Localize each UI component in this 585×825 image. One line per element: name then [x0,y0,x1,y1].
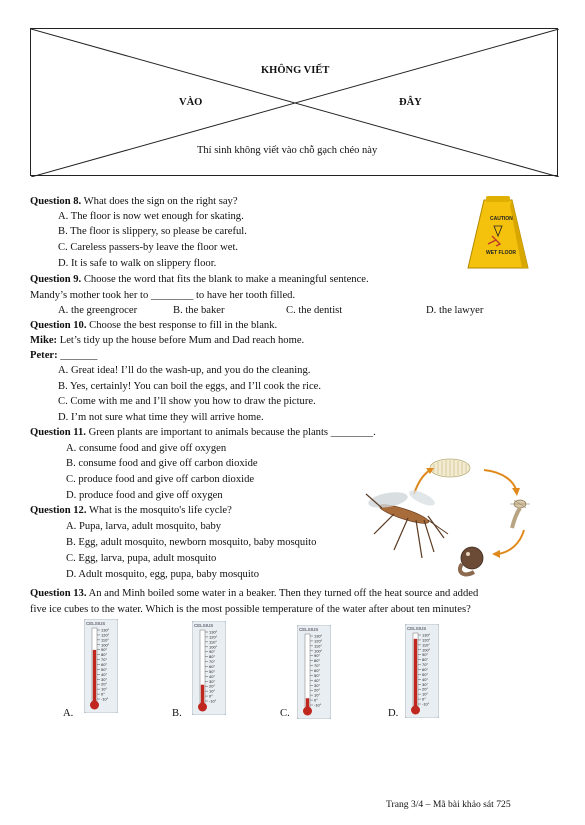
q10-option-a[interactable]: A. Great idea! I’ll do the wash-up, and you do the cleaning. [58,365,311,376]
scale-tick-label: 40° [101,671,108,677]
scale-tick-label: 30° [209,678,216,684]
q11-option-b[interactable]: B. consume food and give off carbon dioxide [66,458,258,469]
scale-tick-label: 130° [314,633,323,639]
mercury-level [414,639,417,706]
scale-tick-label: 20° [209,683,216,689]
q9-stem: Question 9. Choose the word that fits the blank to make a meaningful sentence. [30,274,369,285]
q8-option-b[interactable]: B. The floor is slippery, so please be careful. [58,226,247,237]
adult-mosquito-icon [366,488,448,558]
scale-tick-label: 110° [209,639,217,645]
scale-tick-label: 60° [314,668,321,673]
thermometer-bulb [303,707,312,716]
q9-sentence: Mandy’s mother took her to ________ to have her tooth filled. [30,290,296,301]
q8-option-c[interactable]: C. Careless passers-by leave the floor wet. [58,242,239,253]
box-note: Thí sinh không viết vào chỗ gạch chéo này [197,145,378,156]
scale-tick-label: -10° [422,701,430,707]
cycle-arrow-3 [414,470,430,494]
scale-tick-label: 60° [209,664,216,669]
scale-tick-label: 100° [422,647,431,653]
box-top-text: KHÔNG VIẾT [261,65,330,76]
q13-stem-line1: Question 13. An and Minh boiled some water in a beaker. Then they turned off the heat source and added [30,588,479,599]
box-left-text: VÀO [179,97,203,108]
scale-tick-label: 0° [101,691,105,697]
scale-tick-label: 120° [101,632,110,638]
scale-tick-label: 40° [422,676,429,682]
q9-option-d[interactable]: D. the lawyer [426,305,484,316]
thermometer-c [297,625,331,719]
scale-tick-label: 70° [101,657,108,663]
q13-option-d-letter[interactable]: D. [388,708,399,719]
scale-tick-label: 110° [422,642,430,648]
thermometer-bulb [411,706,420,715]
sign-wet-text: WET FLOOR [486,250,516,256]
page-footer: Trang 3/4 – Mã bài khảo sát 725 [386,799,511,810]
scale-tick-label: 60° [101,662,108,667]
scale-tick-label: 100° [209,644,218,650]
scale-tick-label: 110° [314,643,322,649]
q10-mike-line: Mike: Let’s tidy up the house before Mum and Dad reach home. [30,335,305,346]
celsius-label: CELSIUS [194,623,214,628]
celsius-label: CELSIUS [299,627,319,632]
q9-option-a[interactable]: A. the greengrocer [58,305,138,316]
egg-raft-icon [430,459,470,477]
thermometer-b [192,621,226,715]
box-right-text: ĐÂY [399,97,422,108]
scale-tick-label: 50° [101,666,108,672]
wet-floor-sign-image [466,196,530,272]
cycle-arrow-2 [498,530,524,554]
scale-tick-label: 90° [101,647,108,653]
scale-tick-label: 90° [314,653,321,659]
scale-tick-label: 120° [209,634,218,640]
q12-stem: Question 12. What is the mosquito's life cycle? [30,505,232,516]
sign-caution-text: CAUTION [490,216,513,222]
pupa-icon [460,547,483,574]
scale-tick-label: 130° [101,627,110,633]
q13-option-a-letter[interactable]: A. [63,708,74,719]
scale-tick-label: 80° [209,654,216,660]
q11-option-d[interactable]: D. produce food and give off oxygen [66,490,223,501]
scale-tick-label: 110° [101,637,109,643]
q13-option-c-letter[interactable]: C. [280,708,290,719]
scale-tick-label: 30° [422,681,429,687]
scale-tick-label: 80° [101,652,108,658]
scale-tick-label: 90° [209,649,216,655]
thermometer-d [405,624,439,718]
q12-option-a[interactable]: A. Pupa, larva, adult mosquito, baby [66,521,222,532]
q10-option-b[interactable]: B. Yes, certainly! You can boil the eggs, and I’ll cook the rice. [58,381,322,392]
scale-tick-label: -10° [314,702,322,708]
scale-tick-label: 30° [314,682,321,688]
scale-tick-label: 50° [209,668,216,674]
no-write-box [30,28,558,176]
scale-tick-label: 50° [422,671,429,677]
scale-tick-label: 50° [314,672,321,678]
q8-stem: Question 8. What does the sign on the right say? [30,196,238,207]
scale-tick-label: 130° [422,632,431,638]
q11-option-c[interactable]: C. produce food and give off carbon dioxide [66,474,255,485]
scale-tick-label: 100° [314,648,323,654]
scale-tick-label: 120° [314,638,323,644]
q12-option-d[interactable]: D. Adult mosquito, egg, pupa, baby mosquito [66,569,260,580]
scale-tick-label: 70° [314,663,321,669]
q13-option-b-letter[interactable]: B. [172,708,182,719]
scale-tick-label: 40° [209,673,216,679]
scale-tick-label: 120° [422,637,431,643]
scale-tick-label: 20° [422,686,429,692]
q10-peter-line: Peter: _______ [30,350,98,361]
scale-tick-label: -10° [101,696,109,702]
scale-tick-label: 10° [209,688,216,694]
scale-tick-label: 70° [209,659,216,665]
mosquito-life-cycle-image [364,454,560,586]
q8-option-d[interactable]: D. It is safe to walk on slippery floor. [58,258,217,269]
q10-option-d[interactable]: D. I’m not sure what time they will arrive home. [58,412,264,423]
scale-tick-label: 60° [422,667,429,672]
q10-stem: Question 10. Choose the best response to fill in the blank. [30,320,278,331]
scale-tick-label: 100° [101,642,110,648]
q8-option-a[interactable]: A. The floor is now wet enough for skating. [58,211,244,222]
q12-option-b[interactable]: B. Egg, adult mosquito, newborn mosquito, baby mosquito [66,537,317,548]
q9-option-b[interactable]: B. the baker [173,305,225,316]
larva-icon [510,500,530,528]
scale-tick-label: 20° [101,681,108,687]
q11-stem: Question 11. Green plants are important to animals because the plants ________. [30,427,376,438]
thermometer-a [84,619,118,713]
scale-tick-label: 0° [422,696,426,702]
scale-tick-label: 10° [101,686,108,692]
scale-tick-label: 30° [101,676,108,682]
scale-tick-label: 90° [422,652,429,658]
scale-tick-label: 80° [314,658,321,664]
q12-option-c[interactable]: C. Egg, larva, pupa, adult mosquito [66,553,217,564]
scale-tick-label: 130° [209,629,218,635]
q10-option-c[interactable]: C. Come with me and I’ll show you how to draw the picture. [58,396,316,407]
mercury-level [306,698,309,707]
cycle-arrow-1 [484,470,516,490]
scale-tick-label: 70° [422,662,429,668]
q9-option-c[interactable]: C. the dentist [286,305,343,316]
scale-tick-label: 40° [314,677,321,683]
scale-tick-label: 10° [422,691,429,697]
scale-tick-label: 0° [209,693,213,699]
thermometer-bulb [198,703,207,712]
celsius-label: CELSIUS [86,621,106,626]
scale-tick-label: -10° [209,698,217,704]
thermometer-bulb [90,701,99,710]
q13-stem-line2: five ice cubes to the water. Which is the most possible temperature of the water after about ten minutes? [30,604,471,615]
scale-tick-label: 20° [314,687,321,693]
scale-tick-label: 0° [314,697,318,703]
scale-tick-label: 10° [314,692,321,698]
mercury-level [93,650,96,701]
celsius-label: CELSIUS [407,626,427,631]
q11-option-a[interactable]: A. consume food and give off oxygen [66,443,227,454]
mercury-level [201,685,204,703]
scale-tick-label: 80° [422,657,429,663]
